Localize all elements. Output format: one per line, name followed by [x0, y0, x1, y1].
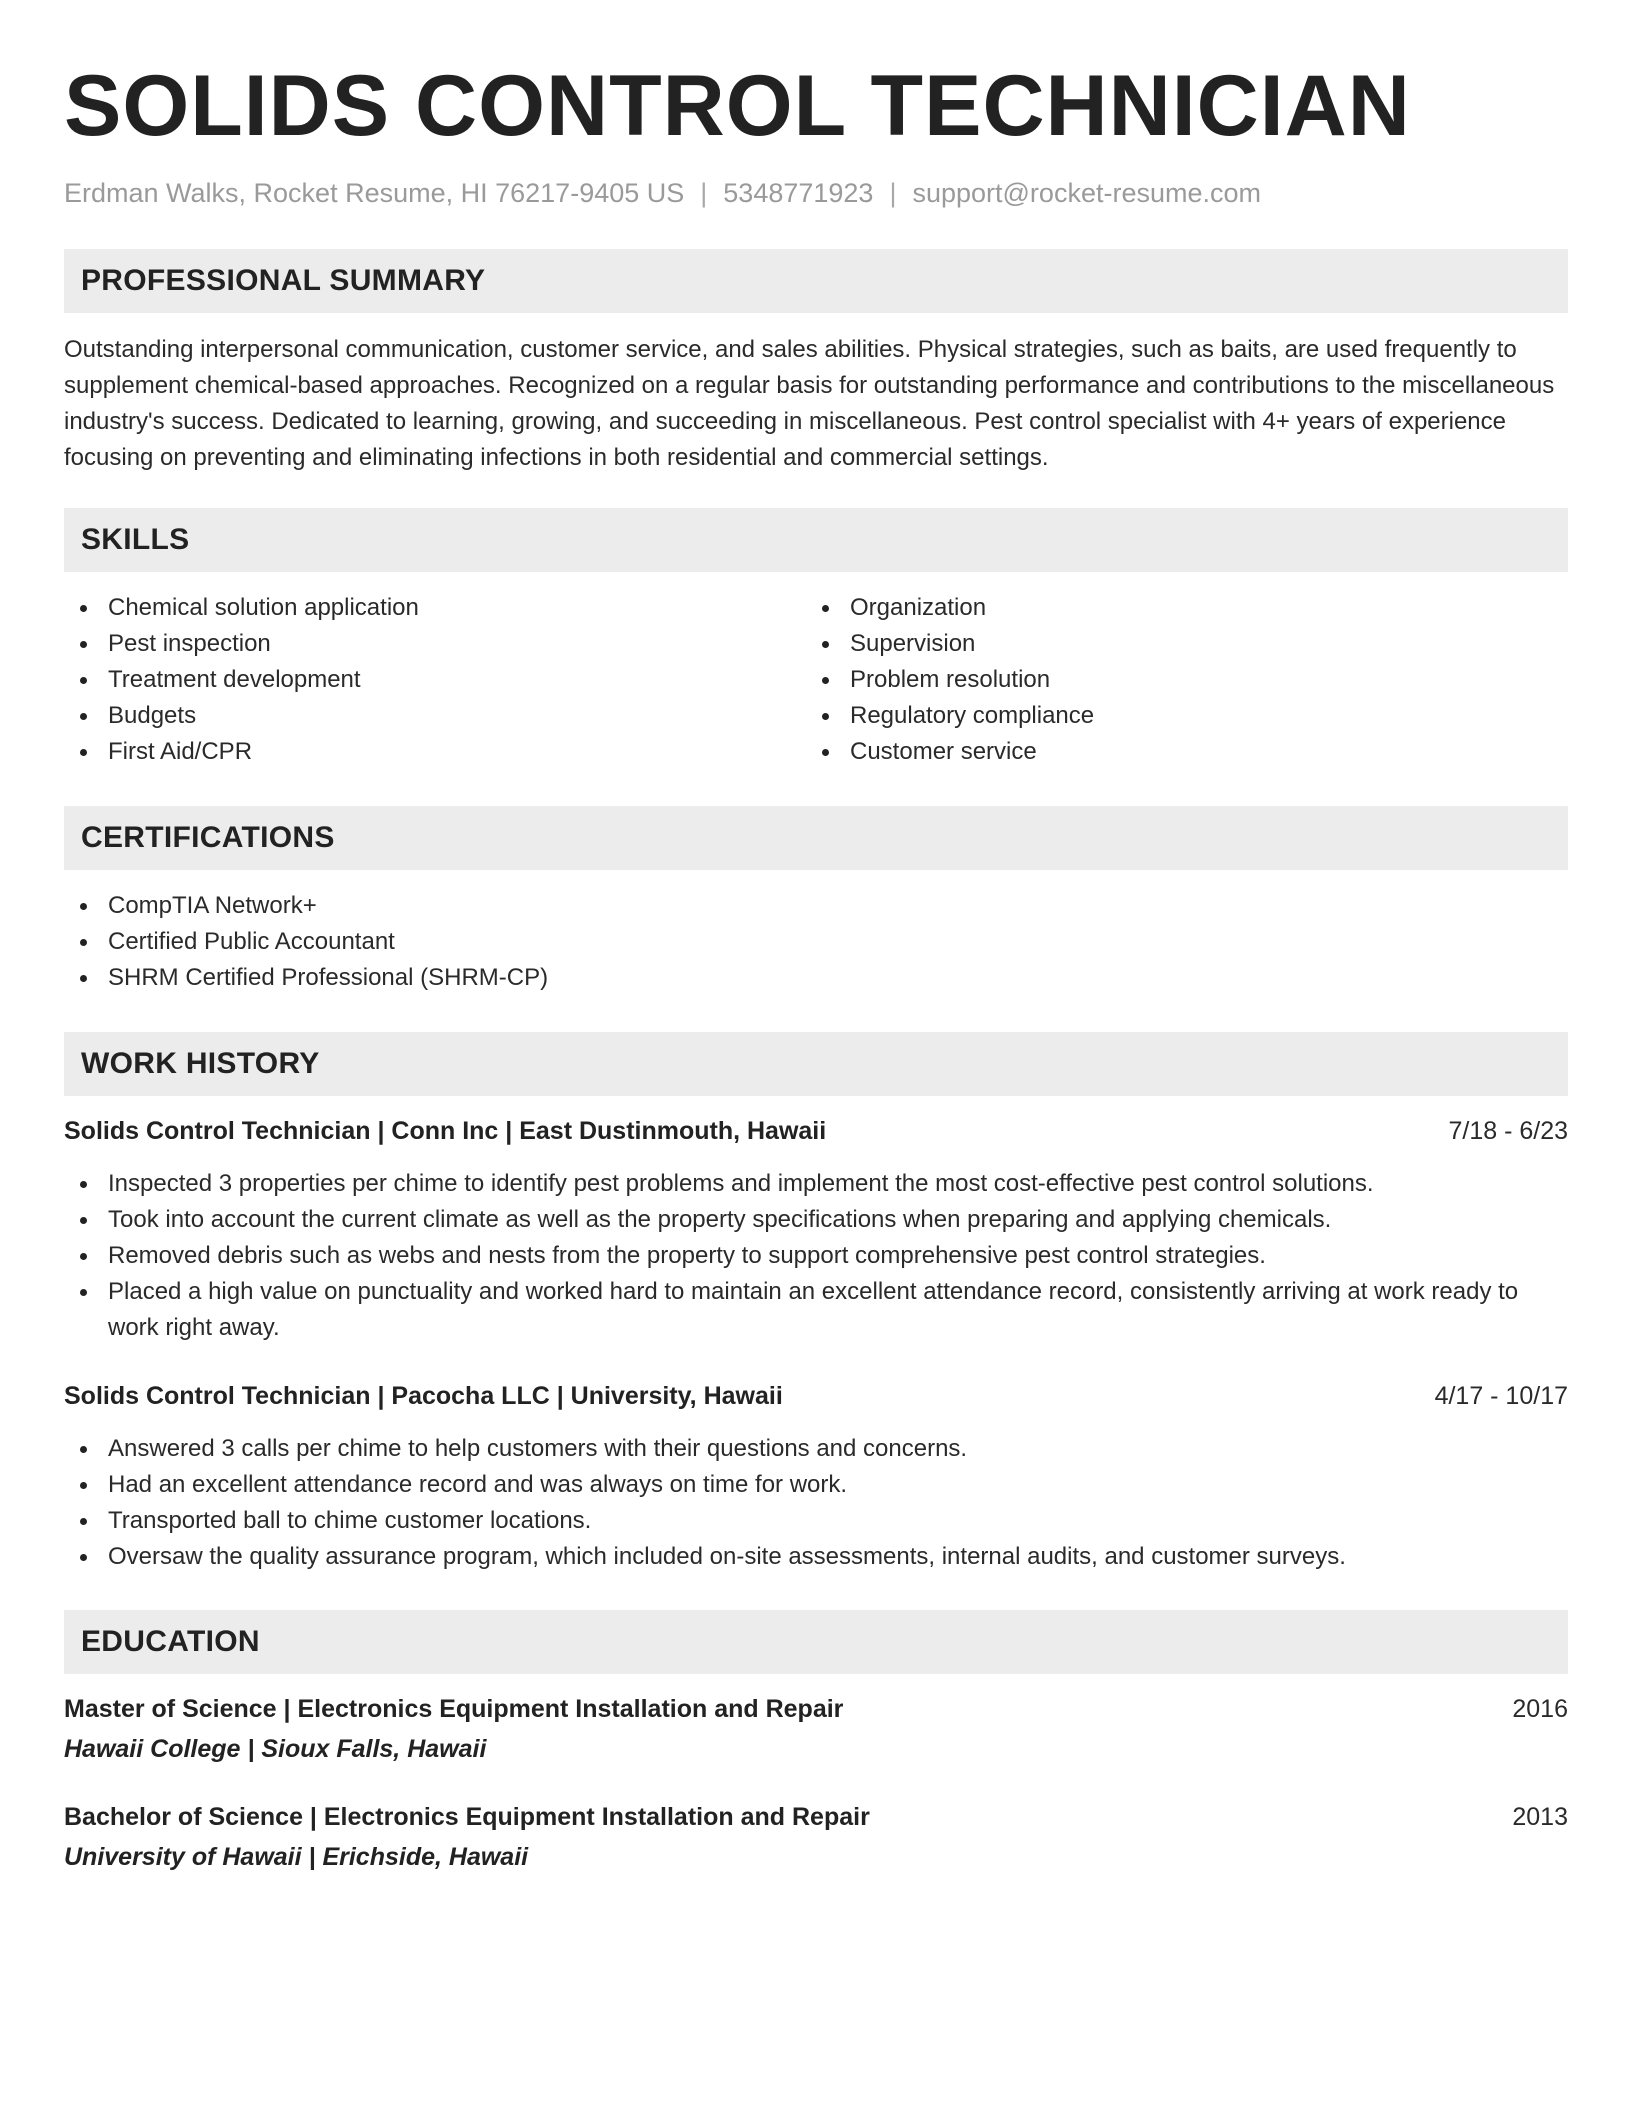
- certifications-section: [64, 806, 1568, 996]
- job-bullet: Transported ball to chime customer locations.: [64, 1503, 1568, 1539]
- job-bullets: [64, 1431, 1568, 1575]
- skill-item: Chemical solution application: [64, 590, 806, 626]
- contact-separator: |: [700, 178, 708, 208]
- job-bullet: Answered 3 calls per chime to help customers with their questions and concerns.: [64, 1431, 1568, 1467]
- certifications-list: [64, 888, 1568, 996]
- work-history-section: [64, 1032, 1568, 1575]
- education-year: 2016: [1512, 1695, 1568, 1723]
- education-year: 2013: [1512, 1803, 1568, 1831]
- candidate-name: SOLIDS CONTROL TECHNICIAN: [64, 58, 1411, 154]
- certification-item: SHRM Certified Professional (SHRM-CP): [64, 960, 1568, 996]
- skill-item: Budgets: [64, 698, 806, 734]
- education-school: University of Hawaii | Erichside, Hawaii: [64, 1843, 529, 1871]
- resume-header: [64, 58, 1568, 210]
- skill-item: Regulatory compliance: [806, 698, 1548, 734]
- skill-item: Supervision: [806, 626, 1548, 662]
- skill-item: Problem resolution: [806, 662, 1548, 698]
- contact-separator: |: [889, 178, 897, 208]
- job-bullet: Removed debris such as webs and nests from the property to support comprehensive pest control strategies.: [64, 1238, 1568, 1274]
- job-bullet: Inspected 3 properties per chime to identify pest problems and implement the most cost-effective pest control solutions.: [64, 1166, 1568, 1202]
- education-entry: [64, 1692, 1568, 1766]
- skill-item: First Aid/CPR: [64, 734, 806, 770]
- education-header: [64, 1692, 1568, 1726]
- job-title: Solids Control Technician | Conn Inc | East Dustinmouth, Hawaii: [64, 1117, 827, 1145]
- contact-address: Erdman Walks, Rocket Resume, HI 76217-9405 US: [64, 178, 685, 208]
- certification-item: CompTIA Network+: [64, 888, 1568, 924]
- skill-item: Treatment development: [64, 662, 806, 698]
- job-bullet: Took into account the current climate as well as the property specifications when preparing and applying chemicals.: [64, 1202, 1568, 1238]
- contact-email: support@rocket-resume.com: [912, 178, 1261, 208]
- education-header: [64, 1800, 1568, 1834]
- job-bullet: Placed a high value on punctuality and worked hard to maintain an excellent attendance record, consistently arriving at work ready to work right away.: [64, 1274, 1568, 1346]
- education-section: [64, 1610, 1568, 1874]
- skills-grid: [64, 590, 1568, 770]
- education-school: Hawaii College | Sioux Falls, Hawaii: [64, 1735, 487, 1763]
- certification-item: Certified Public Accountant: [64, 924, 1568, 960]
- job-dates: 7/18 - 6/23: [1448, 1117, 1568, 1145]
- skill-item: Organization: [806, 590, 1548, 626]
- job-bullets: [64, 1166, 1568, 1346]
- work-history-heading: WORK HISTORY: [64, 1032, 1568, 1096]
- contact-phone: 5348771923: [723, 178, 874, 208]
- skills-section: [64, 508, 1568, 770]
- summary-section: [64, 249, 1568, 476]
- education-degree: Master of Science | Electronics Equipment Installation and Repair: [64, 1695, 844, 1723]
- summary-heading: PROFESSIONAL SUMMARY: [64, 249, 1568, 313]
- job-title: Solids Control Technician | Pacocha LLC | University, Hawaii: [64, 1382, 783, 1410]
- skills-list-left: [64, 590, 806, 770]
- skill-item: Pest inspection: [64, 626, 806, 662]
- skills-heading: SKILLS: [64, 508, 1568, 572]
- certifications-heading: CERTIFICATIONS: [64, 806, 1568, 870]
- job-entry: [64, 1379, 1568, 1575]
- education-heading: EDUCATION: [64, 1610, 1568, 1674]
- job-bullet: Oversaw the quality assurance program, which included on-site assessments, internal audits, and customer surveys.: [64, 1539, 1568, 1575]
- skills-column-right: [806, 590, 1548, 770]
- skills-column-left: [64, 590, 806, 770]
- job-header: [64, 1114, 1568, 1148]
- education-entry: [64, 1800, 1568, 1874]
- education-degree: Bachelor of Science | Electronics Equipment Installation and Repair: [64, 1803, 870, 1831]
- summary-text: Outstanding interpersonal communication, customer service, and sales abilities. Physical strategies, such as baits, are used frequently to supplement chemical-based approaches. Recognized on a regular basis for outstanding performance and contributions to the miscellaneous industry's success. Dedicated to learning, growing, and succeeding in miscellaneous. Pest control specialist with 4+ years of experience focusing on preventing and eliminating infections in both residential and commercial settings.: [64, 336, 1555, 471]
- skill-item: Customer service: [806, 734, 1548, 770]
- job-dates: 4/17 - 10/17: [1434, 1382, 1568, 1410]
- job-entry: [64, 1114, 1568, 1346]
- job-header: [64, 1379, 1568, 1413]
- job-bullet: Had an excellent attendance record and was always on time for work.: [64, 1467, 1568, 1503]
- skills-list-right: [806, 590, 1548, 770]
- contact-line: [64, 176, 1568, 210]
